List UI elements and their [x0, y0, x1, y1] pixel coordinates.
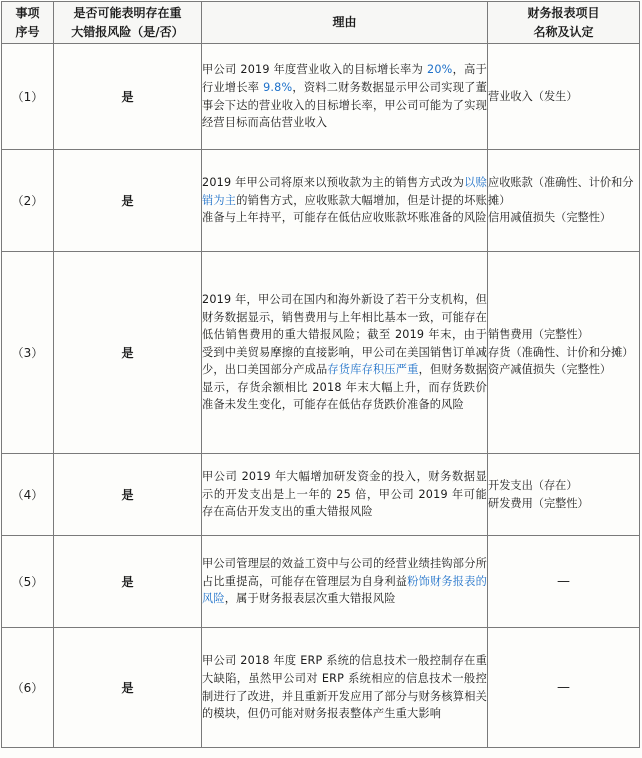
reason-segment: 甲公司管理层的效益工资中与公司的经营业绩挂钩部分所占比重提高，可能存在管理层为自身利益: [202, 557, 487, 588]
statement-items: [488, 252, 640, 454]
reason-segment: 甲公司 2019 年大幅增加研发资金的投入，财务数据显示的开发支出是上一年的 25 倍，甲公司 2019 年可能存在高估开发支出的重大错报风险: [202, 470, 487, 519]
reason-segment: ，属于财务报表层次重大错报风险: [224, 592, 396, 606]
header-risk-flag-line1: 是否可能表明存在重: [73, 5, 182, 20]
table-row: [2, 44, 640, 150]
header-statement-items-line1: 财务报表项目: [527, 5, 600, 20]
reason-text: [202, 628, 488, 748]
statement-item: 研发费用（完整性）: [488, 496, 589, 510]
row-index: （1）: [2, 44, 54, 150]
header-index-line1: 事项: [15, 5, 40, 20]
reason-text: [202, 454, 488, 536]
header-risk-flag: [54, 2, 202, 44]
reason-segment: 的销售方式，应收账款大幅增加，但是计提的坏账准备与上年持平，可能存在低估应收账款坏账准备的风险: [202, 193, 487, 225]
reason-text: [202, 536, 488, 628]
table-row: [2, 150, 640, 252]
statement-item: 资产减值损失（完整性）: [488, 363, 612, 377]
risk-answer: 是: [54, 252, 202, 454]
statement-items: [488, 536, 640, 628]
row-index: （6）: [2, 628, 54, 748]
statement-item: 存货（准确性、计价和分摊）: [488, 345, 634, 359]
reason-segment: ，资料二财务数据显示甲公司实现了董事会下达的营业收入的目标增长率，甲公司可能为了实现经营目标而高估营业收入: [202, 80, 487, 130]
risk-answer: 是: [54, 454, 202, 536]
statement-items: [488, 44, 640, 150]
header-index: [2, 2, 54, 44]
reason-segment: 甲公司 2018 年度 ERP 系统的信息技术一般控制存在重大缺陷，虽然甲公司对 ERP 系统相应的信息技术一般控制进行了改进，并且重新开发应用了部分与财务核算相关的模块，但仍可能对财务报表整体产生重大影响: [202, 654, 487, 721]
header-statement-items: [488, 2, 640, 44]
row-index: （5）: [2, 536, 54, 628]
reason-highlight: 以赊销为主: [202, 176, 487, 207]
statement-item: —: [557, 573, 570, 589]
statement-item: 信用减值损失（完整性）: [488, 211, 612, 225]
reason-segment: ，高于行业增长率: [202, 63, 487, 94]
row-index: （2）: [2, 150, 54, 252]
table-row: [2, 252, 640, 454]
statement-items: [488, 150, 640, 252]
risk-answer: 是: [54, 628, 202, 748]
reason-highlight: 存货库存积压严重: [327, 363, 419, 377]
header-reason: 理由: [202, 2, 488, 44]
header-index-line2: 序号: [15, 24, 40, 39]
risk-answer: 是: [54, 44, 202, 150]
reason-segment: 甲公司 2019 年度营业收入的目标增长率为: [202, 63, 427, 77]
statement-item: 营业收入（发生）: [488, 89, 578, 103]
table-row: [2, 454, 640, 536]
table-header-row: [2, 2, 640, 44]
risk-assessment-table: [1, 1, 640, 748]
statement-items: [488, 454, 640, 536]
reason-highlight: 20%: [427, 63, 453, 77]
statement-item: 应收账款（准确性、计价和分摊）: [488, 176, 634, 207]
reason-highlight: 9.8%: [263, 80, 293, 94]
statement-item: —: [557, 679, 570, 695]
reason-segment: 2019 年，甲公司在国内和海外新设了若干分支机构，但财务数据显示，销售费用与上年相比基本一致，可能存在低估销售费用的重大错报风险；截至 2019 年末，由于受到中美贸易摩擦的直接影响，甲公司在美国销售订单减少，出口美国部分产成品: [202, 292, 487, 377]
reason-text: [202, 252, 488, 454]
reason-text: [202, 150, 488, 252]
statement-item: 销售费用（完整性）: [488, 328, 589, 342]
row-index: （4）: [2, 454, 54, 536]
row-index: （3）: [2, 252, 54, 454]
header-statement-items-line2: 名称及认定: [533, 24, 594, 39]
statement-items: [488, 628, 640, 748]
reason-segment: ，但财务数据显示，存货余额相比 2018 年末大幅上升，而存货跌价准备未发生变化，可能存在低估存货跌价准备的风险: [202, 363, 487, 412]
header-risk-flag-line2: 大错报风险（是/否）: [71, 24, 184, 39]
reason-highlight: 粉饰财务报表的风险: [202, 574, 487, 606]
table-row: [2, 628, 640, 748]
risk-answer: 是: [54, 536, 202, 628]
reason-text: [202, 44, 488, 150]
reason-segment: 2019 年甲公司将原来以预收款为主的销售方式改为: [202, 176, 465, 190]
statement-item: 开发支出（存在）: [488, 478, 578, 492]
risk-answer: 是: [54, 150, 202, 252]
table-row: [2, 536, 640, 628]
